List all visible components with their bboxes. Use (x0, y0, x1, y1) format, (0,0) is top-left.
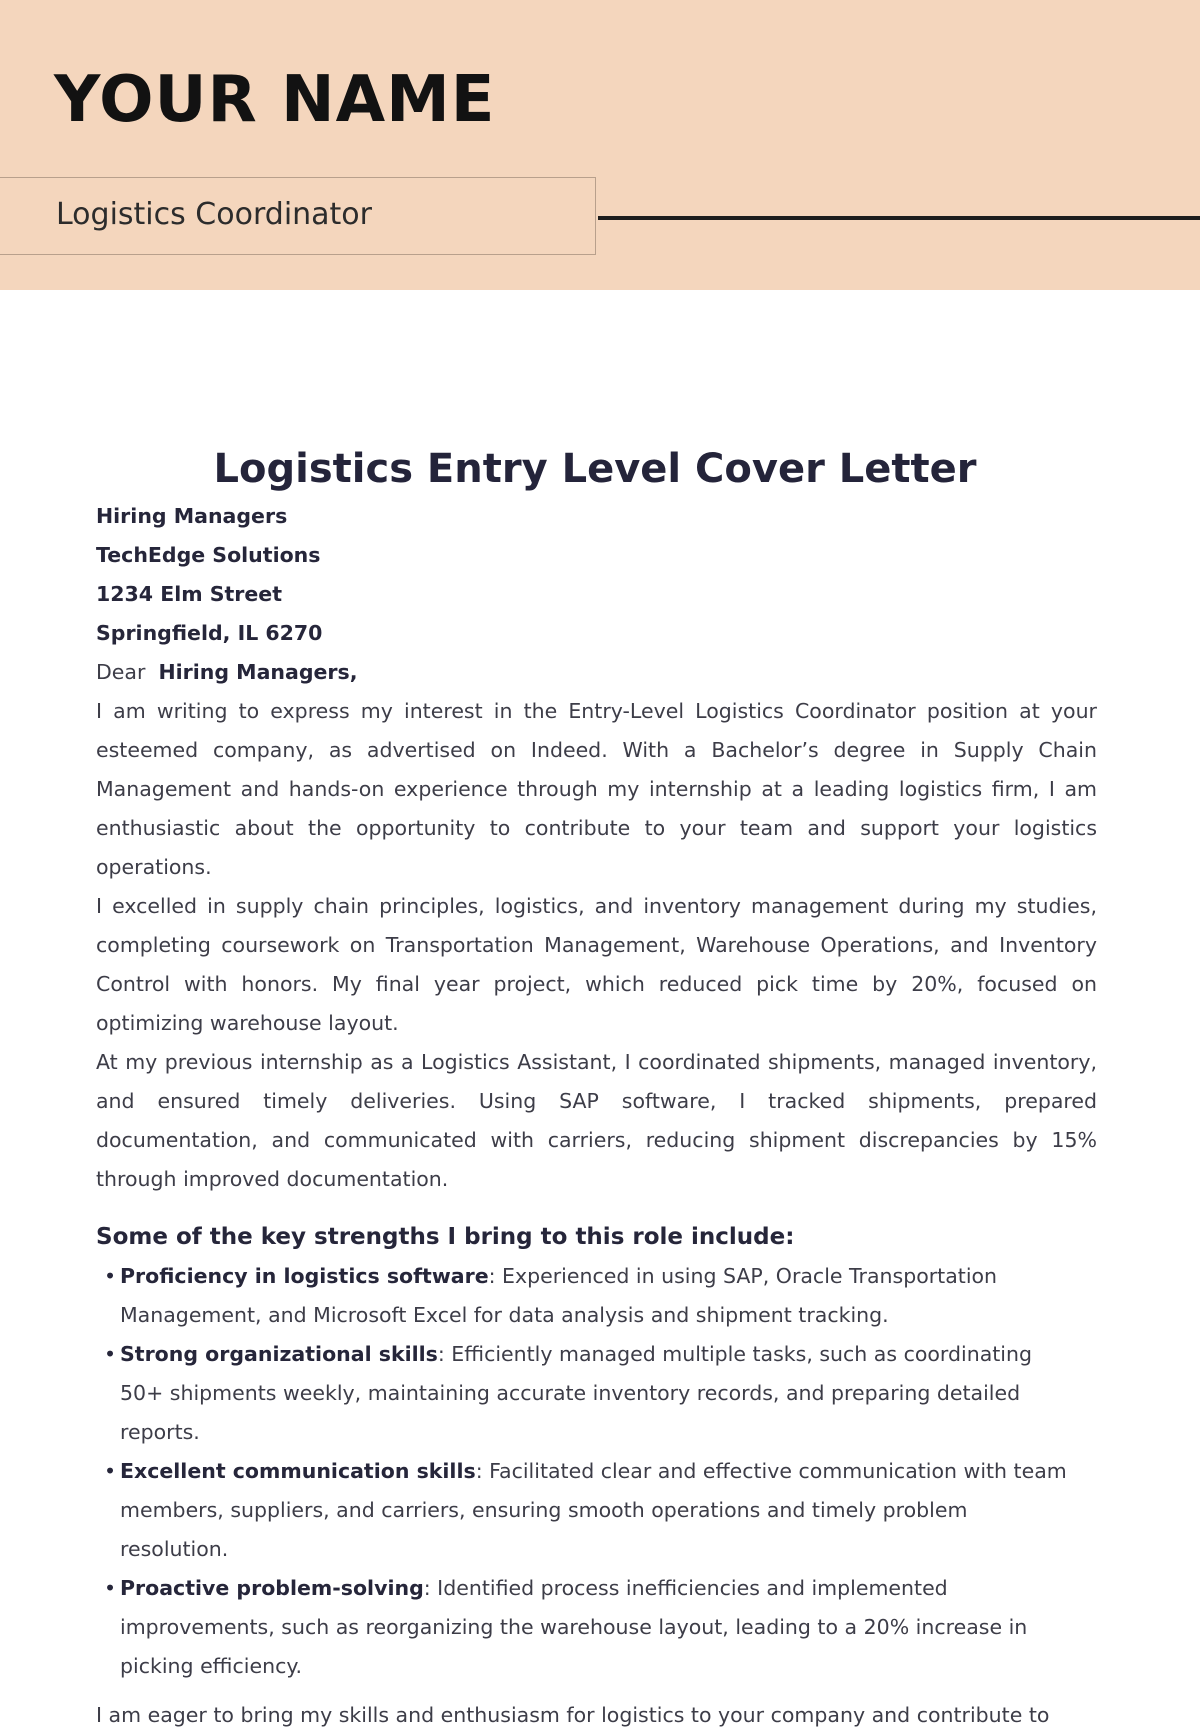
strength-title: Excellent communication skills (120, 1459, 476, 1483)
header-divider-line (598, 216, 1200, 220)
paragraph-education: I excelled in supply chain principles, logistics, and inventory management during my studies, completing coursework on Transportation Management, Warehouse Operations, and Inventory Control with honors. My final year project, which reduced pick time by 20%, focused on optimizing warehouse layout. (96, 894, 1097, 1035)
closing-paragraph: I am eager to bring my skills and enthusiasm for logistics to your company and contribute to (96, 1703, 1050, 1727)
strength-item (96, 1335, 1097, 1452)
strength-title: Proactive problem-solving (120, 1576, 424, 1600)
salutation-name: Hiring Managers, (158, 660, 358, 684)
strength-item (96, 1257, 1097, 1335)
candidate-name: YOUR NAME (54, 63, 496, 137)
strength-item (96, 1569, 1097, 1686)
strength-text: : Identified process inefficiencies and implemented improvements, such as reorganizing the warehouse layout, leading to a 20% increase in picking efficiency. (120, 1576, 1028, 1678)
strengths-list (96, 1257, 1097, 1686)
letter-title: Logistics Entry Level Cover Letter (213, 446, 977, 492)
salutation-word: Dear (96, 660, 146, 684)
job-title: Logistics Coordinator (56, 197, 372, 232)
recipient-company: TechEdge Solutions (96, 543, 321, 567)
paragraph-intro: I am writing to express my interest in the Entry-Level Logistics Coordinator position at your esteemed company, as advertised on Indeed. With a Bachelor’s degree in Supply Chain Management and hands-on experience through my internship at a leading logistics firm, I am enthusiastic about the opportunity to contribute to your team and support your logistics operations. (96, 699, 1097, 879)
strength-item (96, 1452, 1097, 1569)
strength-title: Proficiency in logistics software (120, 1264, 489, 1288)
paragraph-experience: At my previous internship as a Logistics Assistant, I coordinated shipments, managed inventory, and ensured timely deliveries. Using SAP software, I tracked shipments, prepared documentation, and communicated with carriers, reducing shipment discrepancies by 15% through improved documentation. (96, 1050, 1097, 1191)
strength-text: : Efficiently managed multiple tasks, such as coordinating 50+ shipments weekly, maintaining accurate inventory records, and preparing detailed reports. (120, 1342, 1032, 1444)
strength-text: : Experienced in using SAP, Oracle Transportation Management, and Microsoft Excel for data analysis and shipment tracking. (120, 1264, 998, 1327)
recipient-street: 1234 Elm Street (96, 582, 283, 606)
recipient-name: Hiring Managers (96, 504, 288, 528)
strength-title: Strong organizational skills (120, 1342, 438, 1366)
job-title-box (0, 177, 596, 255)
salutation (96, 653, 1097, 692)
strengths-heading: Some of the key strengths I bring to this role include: (96, 1224, 795, 1250)
header-banner (0, 0, 1200, 290)
strength-text: : Facilitated clear and effective communication with team members, suppliers, and carriers, ensuring smooth operations and timely problem resolution. (120, 1459, 1067, 1561)
recipient-city: Springfield, IL 6270 (96, 621, 323, 645)
letter-body (96, 497, 1097, 1735)
